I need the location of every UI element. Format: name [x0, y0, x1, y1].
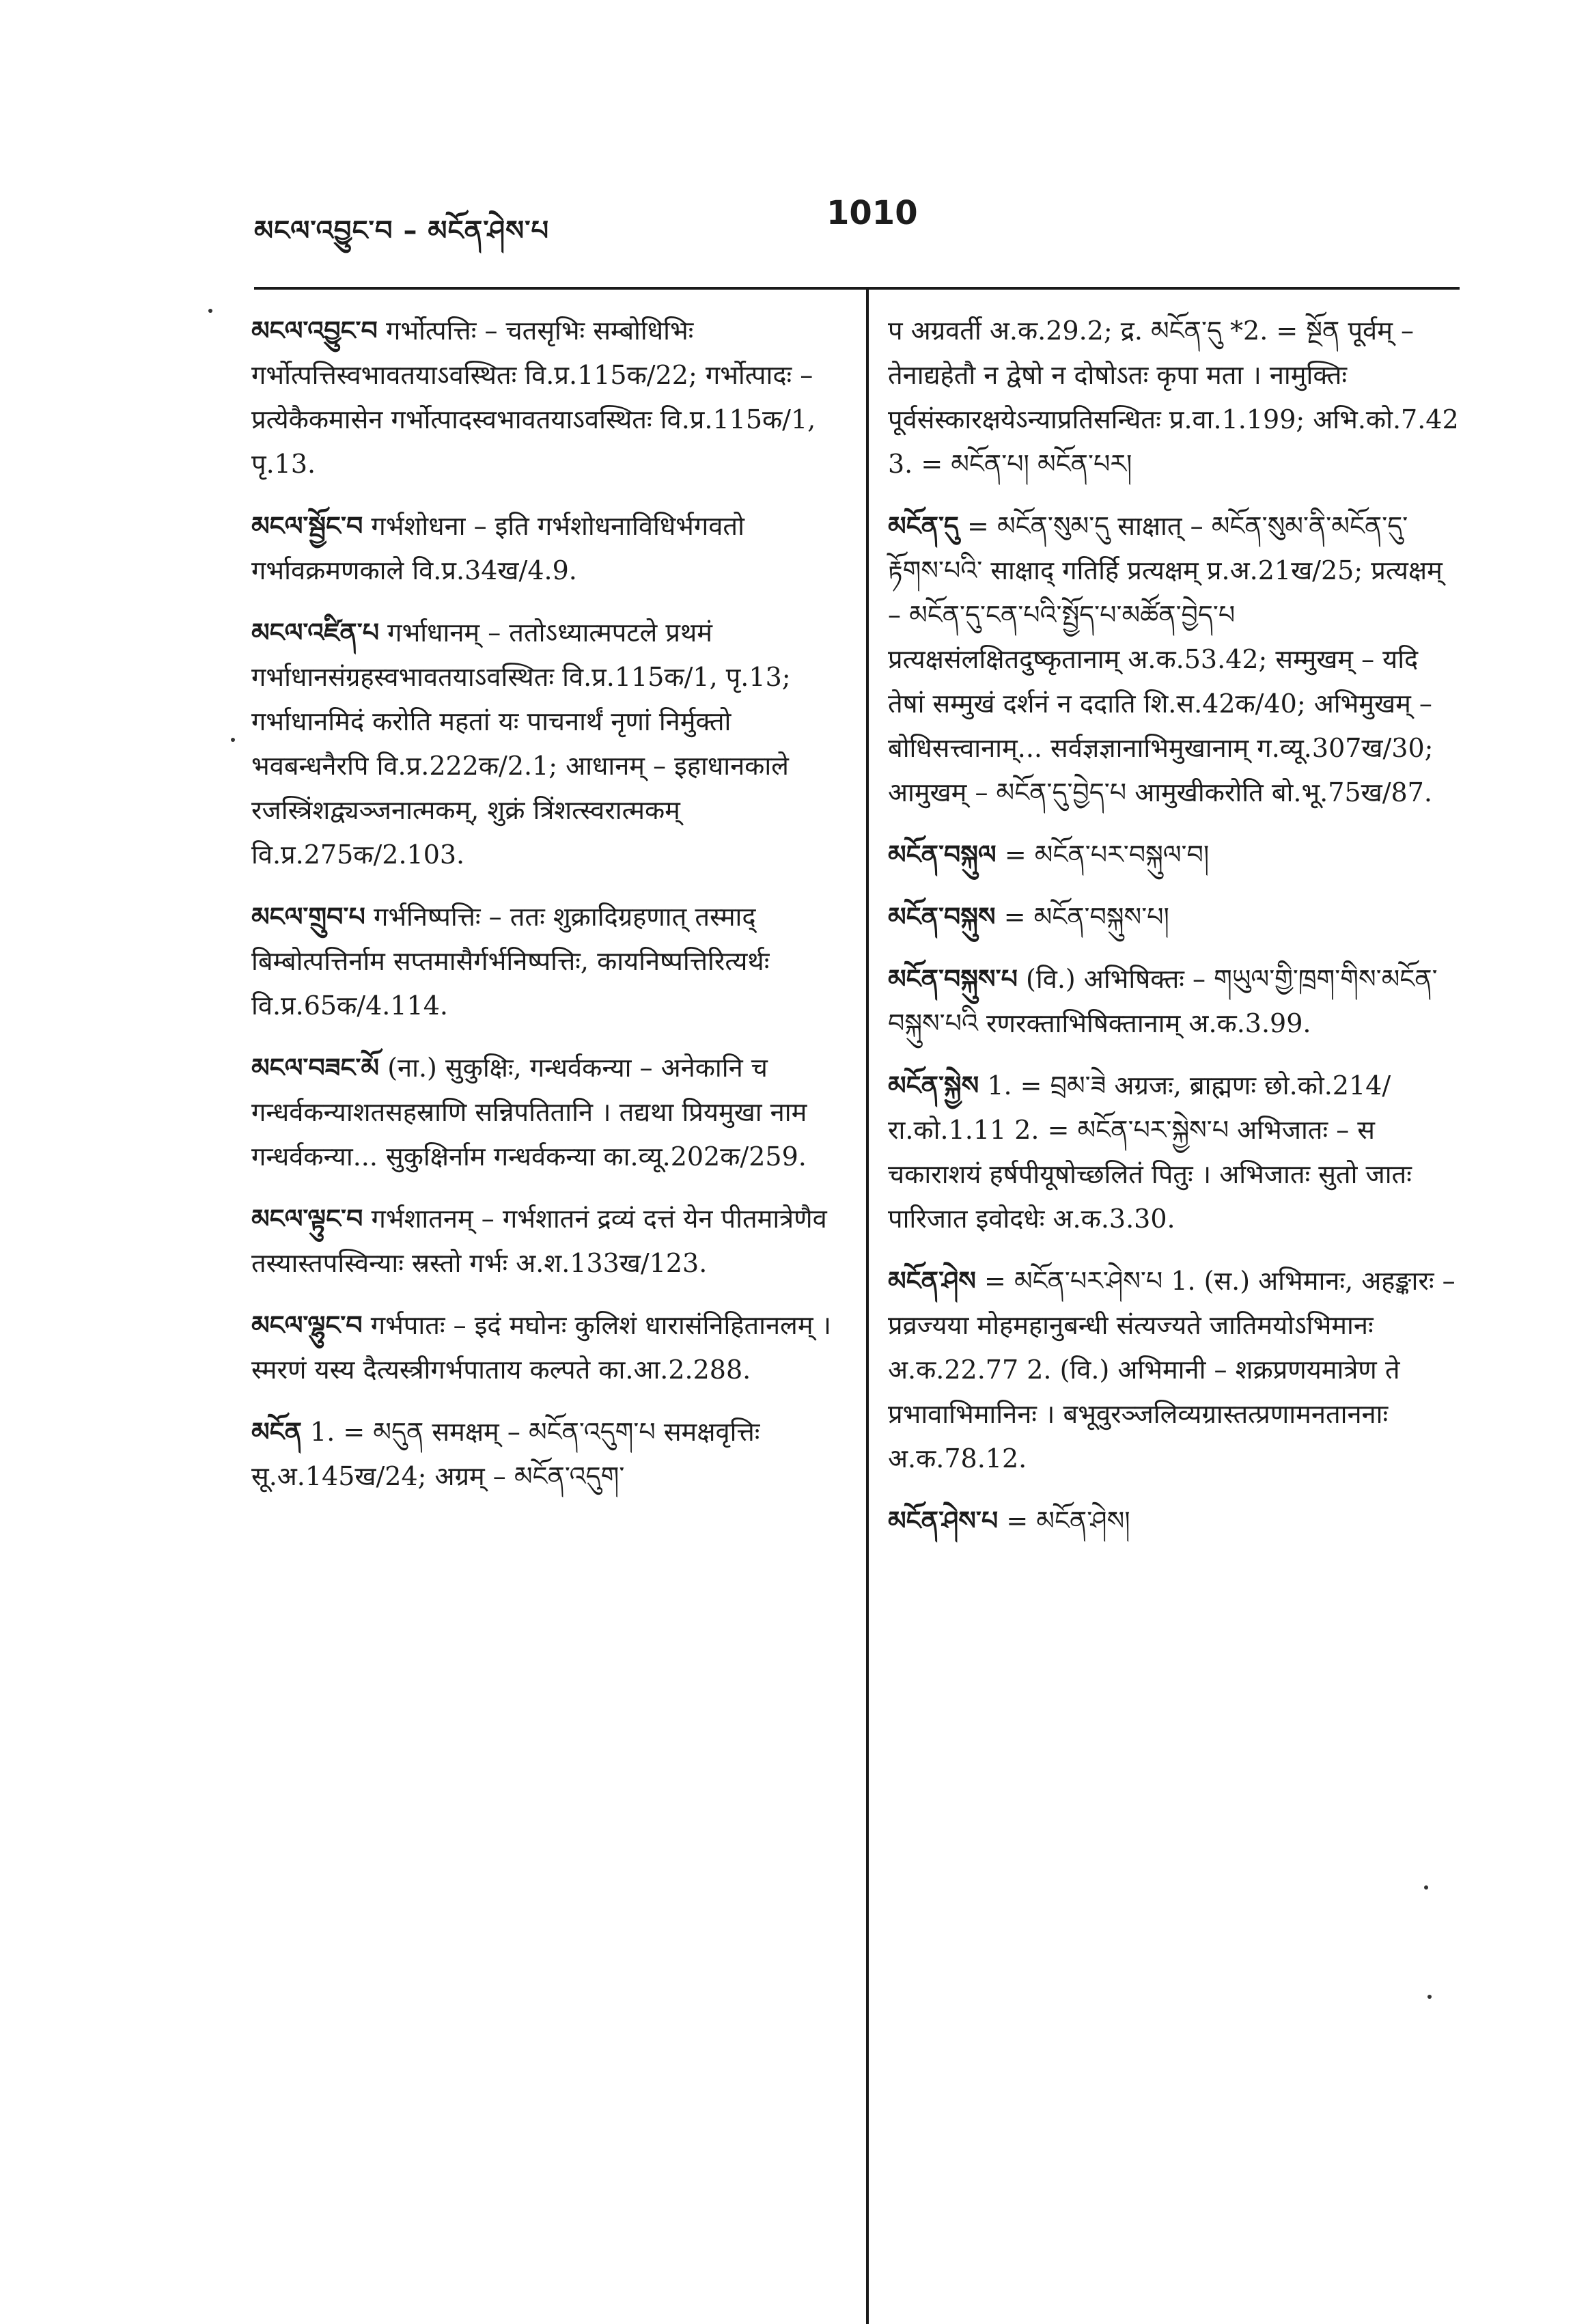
dictionary-entry	[251, 1046, 839, 1179]
dictionary-entry	[251, 309, 839, 486]
entry-body: गर्भशातनम् – गर्भशातनं द्रव्यं दत्तं येन पीतमात्रेणैव तस्यास्तपस्विन्याः स्रस्तो गर्भः अ.श.133ख/123.	[251, 1204, 827, 1278]
dictionary-entry-continued	[888, 309, 1462, 486]
dictionary-entry	[888, 895, 1462, 939]
right-column	[888, 309, 1462, 1561]
entry-body: गर्भाधानम् – ततोऽध्यात्मपटले प्रथमं गर्भाधानसंग्रहस्वभावतयाऽवस्थितः वि.प्र.115क/1, पृ.13; गर्भाधानमिदं करोति महतां यः पाचनार्थं नृणां निर्मुक्तो भवबन्धनैरपि वि.प्र.222क/2.1; आधानम् – इहाधानकाले रजस्त्रिंशद्व्यञ्जनात्मकम्, शुक्रं त्रिंशत्स्वरात्मकम् वि.प्र.275क/2.103.	[251, 618, 791, 870]
entry-body: = མངོན་པར་ཤེས་པ 1. (स.) अभिमानः, अहङ्कारः – प्रव्रज्यया मोहमहानुबन्धी संत्यज्यते जातिमयोऽभिमानः अ.क.22.77 2. (वि.) अभिमानी – शक्रप्रणयमात्रेण ते प्रभावाभिमानिनः । बभूवुरञ्जलिव्यग्रास्तत्प्रणामनताननाः अ.क.78.12.	[888, 1266, 1455, 1474]
entry-headword: མངོན	[251, 1417, 302, 1447]
dictionary-entry	[888, 1064, 1462, 1241]
entry-headword: མངལ་འབྱུང་བ	[251, 316, 378, 346]
entry-headword: མངལ་འཛིན་པ	[251, 618, 380, 648]
left-column	[251, 309, 839, 1517]
entry-headword: མངོན་ཤེས་པ	[888, 1506, 999, 1536]
entry-body: गर्भशोधना – इति गर्भशोधनाविधिर्भगवतो गर्भावक्रमणकाले वि.प्र.34ख/4.9.	[251, 511, 744, 585]
running-header: མངལ་འབྱུང་བ – མངོན་ཤེས་པ	[254, 215, 550, 247]
entry-headword: མངོན་བསྐུལ	[888, 840, 997, 870]
scan-speck	[231, 738, 235, 742]
scan-speck	[208, 309, 212, 313]
dictionary-entry	[251, 1410, 839, 1499]
entry-headword: མངལ་ལྷུང་བ	[251, 1310, 363, 1340]
entry-headword: མངོན་དུ	[888, 511, 959, 541]
entry-body: = མངོན་བསྐུས་པ།	[1003, 902, 1169, 932]
entry-body: 1. = མདུན समक्षम् – མངོན་འདུག་པ समक्षवृत्तिः सू.अ.145ख/24; अग्रम् – མངོན་འདུག་	[251, 1417, 760, 1491]
scan-speck	[1424, 1885, 1428, 1890]
scan-speck	[1427, 1995, 1432, 1999]
entry-headword: མངོན་བསྐུས	[888, 902, 996, 932]
header-rule	[254, 287, 1460, 290]
dictionary-entry	[251, 504, 839, 593]
entry-headword: མངོན་བསྐུས་པ	[888, 964, 1018, 994]
entry-body: = མངོན་ཤེས།	[1006, 1506, 1130, 1536]
entry-body: = མངོན་སུམ་དུ साक्षात् – མངོན་སུམ་ནི་མངོན་དུ་རྟོགས་པའི་ साक्षाद् गतिर्हि प्रत्यक्षम् प्र.अ.21ख/25; प्रत्यक्षम् – མངོན་དུ་ངན་པའི་སྤྱོད་པ་མཚོན་བྱེད་པ प्रत्यक्षसंलक्षितदुष्कृतानाम् अ.क.53.42; सम्मुखम् – यदि तेषां सम्मुखं दर्शनं न ददाति शि.स.42क/40; अभिमुखम् – बोधिसत्त्वानाम्... सर्वज्ञज्ञानाभिमुखानाम् ग.व्यू.307ख/30; आमुखम् – མངོན་དུ་བྱེད་པ आमुखीकरोति बो.भू.75ख/87.	[888, 511, 1443, 807]
dictionary-entry	[251, 611, 839, 877]
entry-body: = མངོན་པར་བསྐུལ་བ།	[1004, 840, 1210, 870]
entry-body: प अग्रवर्ती अ.क.29.2; द्र. མངོན་དུ *2. = སྔོན पूर्वम् – तेनाद्यहेतौ न द्वेषो न दोषोऽतः कृपा मता । नामुक्तिः पूर्वसंस्कारक्षयेऽन्याप्रतिसन्धितः प्र.वा.1.199; अभि.को.7.42 3. = མངོན་པ། མངོན་པར།	[888, 316, 1459, 479]
page-number: 1010	[826, 194, 918, 232]
entry-headword: མངལ་ལྟུང་བ	[251, 1204, 363, 1234]
dictionary-entry	[888, 504, 1462, 815]
entry-body: (ना.) सुकुक्षिः, गन्धर्वकन्या – अनेकानि च गन्धर्वकन्याशतसहस्राणि सन्निपतितानि । तद्यथा प्रियमुखा नाम गन्धर्वकन्या... सुकुक्षिर्नाम गन्धर्वकन्या का.व्यू.202क/259.	[251, 1053, 807, 1172]
entry-headword: མངལ་བཟང་མོ	[251, 1053, 380, 1083]
entry-headword: མངོན་ཤེས	[888, 1266, 976, 1296]
entry-body: गर्भनिष्पत्तिः – ततः शुक्रादिग्रहणात् तस्माद् बिम्बोत्पत्तिर्नाम सप्तमासैर्गर्भनिष्पत्तिः, कायनिष्पत्तिरित्यर्थः वि.प्र.65क/4.114.	[251, 902, 770, 1021]
dictionary-entry	[251, 895, 839, 1028]
dictionary-entry	[251, 1197, 839, 1286]
entry-body: (वि.) अभिषिक्तः – གཡུལ་གྱི་ཁྲག་གིས་མངོན་བསྐུས་པའི रणरक्ताभिषिक्तानाम् अ.क.3.99.	[888, 964, 1438, 1038]
dictionary-entry	[888, 833, 1462, 877]
entry-body: 1. = བྲམ་ཟེ अग्रजः, ब्राह्मणः छो.को.214/रा.को.1.11 2. = མངོན་པར་སྐྱེས་པ अभिजातः – स चकाराशयं हर्षपीयूषोच्छलितं पितुः । अभिजातः सुतो जातः पारिजात इवोदधेः अ.क.3.30.	[888, 1070, 1412, 1234]
column-divider	[866, 288, 869, 2324]
entry-headword: མངོན་སྐྱེས	[888, 1070, 979, 1101]
dictionary-entry	[888, 957, 1462, 1046]
entry-headword: མངལ་གྲུབ་པ	[251, 902, 365, 932]
dictionary-entry	[888, 1499, 1462, 1543]
dictionary-entry	[251, 1303, 839, 1392]
dictionary-entry	[888, 1259, 1462, 1481]
entry-body: गर्भोत्पत्तिः – चतसृभिः सम्बोधिभिः गर्भोत्पत्तिस्वभावतयाऽवस्थितः वि.प्र.115क/22; गर्भोत्पादः – प्रत्येकैकमासेन गर्भोत्पादस्वभावतयाऽवस्थितः वि.प्र.115क/1, पृ.13.	[251, 316, 816, 479]
entry-headword: མངལ་སྦྱོང་བ	[251, 511, 363, 541]
entry-body: गर्भपातः – इदं मघोनः कुलिशं धारासंनिहितानलम् । स्मरणं यस्य दैत्यस्त्रीगर्भपाताय कल्पते का.आ.2.288.	[251, 1310, 832, 1385]
